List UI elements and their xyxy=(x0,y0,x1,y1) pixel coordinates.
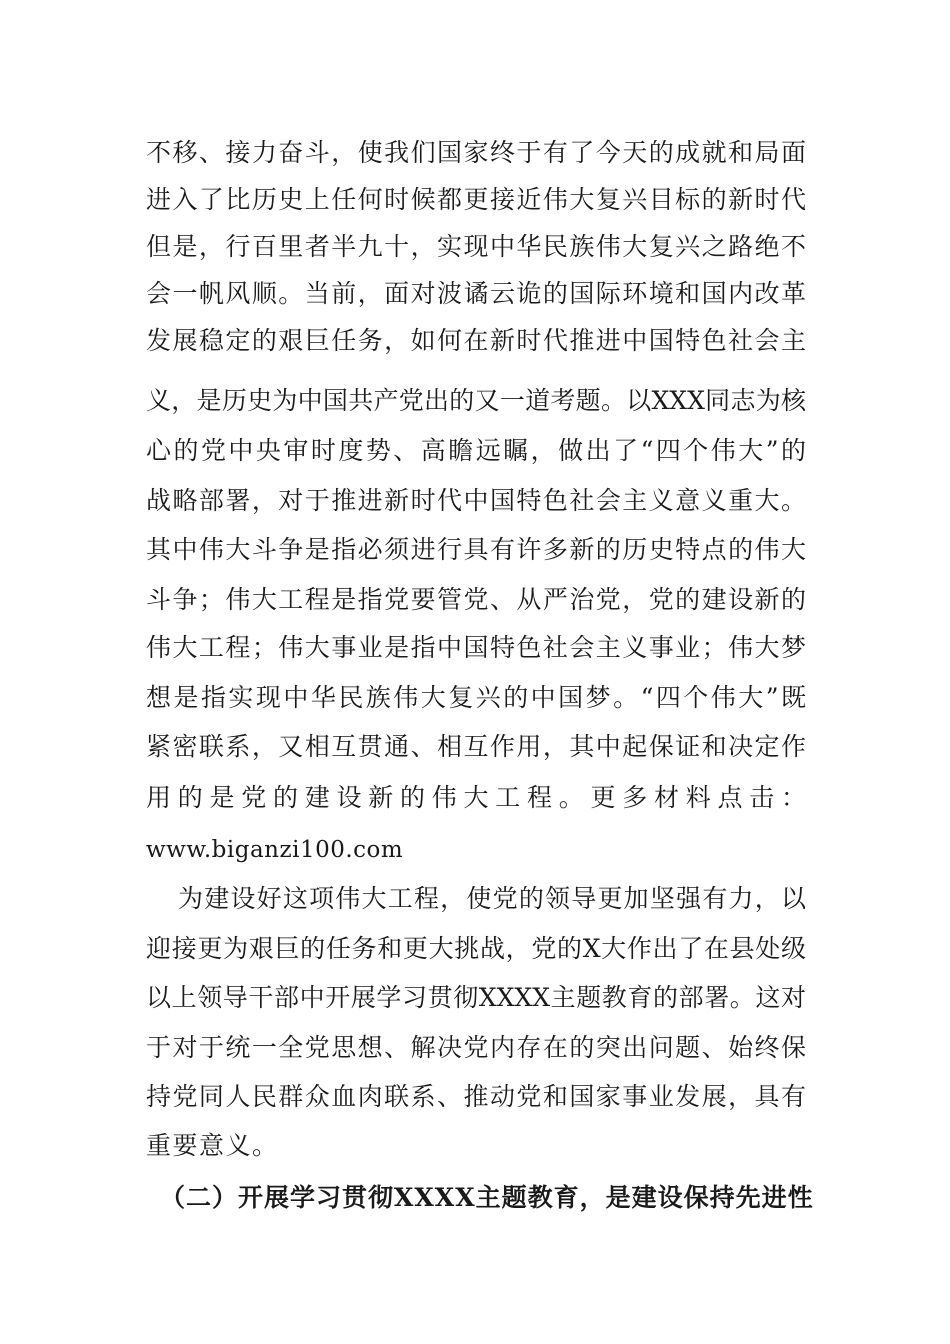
section-heading: （二）开展学习贯彻XXXX主题教育，是建设保持先进性 xyxy=(160,1183,814,1212)
paragraph-line: 迎接更为艰巨的任务和更大挑战，党的X大作出了在县处级 xyxy=(146,934,806,963)
paragraph-line: 不移、接力奋斗，使我们国家终于有了今天的成就和局面 xyxy=(146,138,806,167)
paragraph-line: 心的党中央审时度势、高瞻远瞩，做出了“四个伟大”的 xyxy=(146,436,806,465)
paragraph-line: 于对于统一全党思想、解决党内存在的突出问题、始终保 xyxy=(146,1033,806,1062)
paragraph-line: 但是，行百里者半九十，实现中华民族伟大复兴之路绝不 xyxy=(146,232,806,261)
paragraph-line: 斗争；伟大工程是指党要管党、从严治党，党的建设新的 xyxy=(146,585,806,614)
url-link[interactable]: www.biganzi100.com xyxy=(146,837,404,863)
paragraph-line: 其中伟大斗争是指必须进行具有许多新的历史特点的伟大 xyxy=(146,535,806,564)
paragraph-line: 紧密联系，又相互贯通、相互作用，其中起保证和决定作 xyxy=(146,732,806,761)
paragraph-line: 伟大工程；伟大事业是指中国特色社会主义事业；伟大梦 xyxy=(146,633,806,662)
paragraph-line: 义，是历史为中国共产党出的又一道考题。以XXX同志为核 xyxy=(146,386,806,415)
paragraph-line: 重要意义。 xyxy=(146,1131,279,1160)
paragraph-line: 会一帆风顺。当前，面对波谲云诡的国际环境和国内改革 xyxy=(146,279,806,308)
paragraph-line: 发展稳定的艰巨任务，如何在新时代推进中国特色社会主 xyxy=(146,326,806,355)
paragraph-line: 为建设好这项伟大工程，使党的领导更加坚强有力，以 xyxy=(178,884,806,913)
paragraph-line: 进入了比历史上任何时候都更接近伟大复兴目标的新时代 xyxy=(146,185,806,214)
paragraph-line: 以上领导干部中开展学习贯彻XXXX主题教育的部署。这对 xyxy=(146,983,806,1012)
paragraph-line: 战略部署，对于推进新时代中国特色社会主义意义重大。 xyxy=(146,486,806,515)
paragraph-line: 想是指实现中华民族伟大复兴的中国梦。“四个伟大”既 xyxy=(146,683,806,712)
paragraph-line: 用的是党的建设新的伟大工程。更多材料点击： xyxy=(146,783,806,812)
paragraph-line: 持党同人民群众血肉联系、推动党和国家事业发展，具有 xyxy=(146,1082,806,1111)
